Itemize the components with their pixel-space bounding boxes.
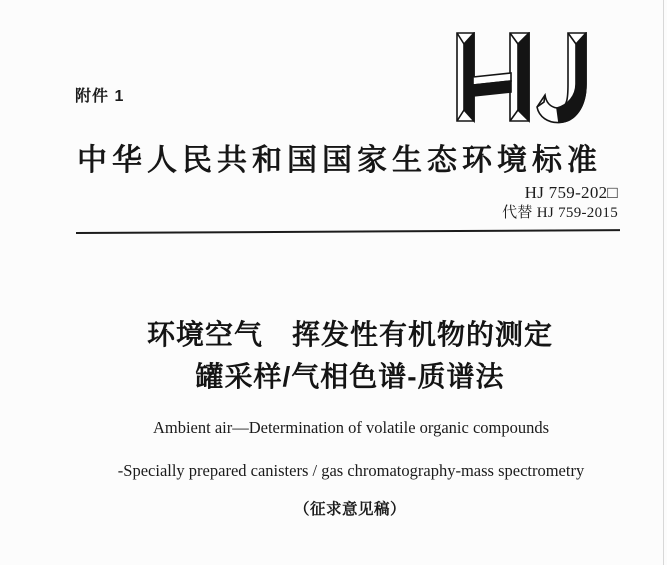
title-en-line1: Ambient air—Determination of volatile organic compounds [152,418,550,437]
standard-number-block [502,183,618,222]
attachment-label: 附件 1 [75,88,125,105]
title-en-line2: -Specially prepared canisters / gas chromatography-mass spectrometry [117,461,585,480]
heading-rule [76,229,620,234]
hj-logo [456,32,588,128]
replaces-note: 代替 HJ 759-2015 [502,205,618,222]
title-cn-line1: 环境空气 挥发性有机物的测定 [146,319,554,350]
title-cn-line2: 罐采样/气相色谱-质谱法 [195,361,505,392]
draft-note: （征求意见稿） [293,501,407,518]
standard-heading: 中华人民共和国国家生态环境标准 [77,144,602,177]
scan-edge-line [663,0,664,565]
standard-number: HJ 759-202□ [524,183,618,202]
